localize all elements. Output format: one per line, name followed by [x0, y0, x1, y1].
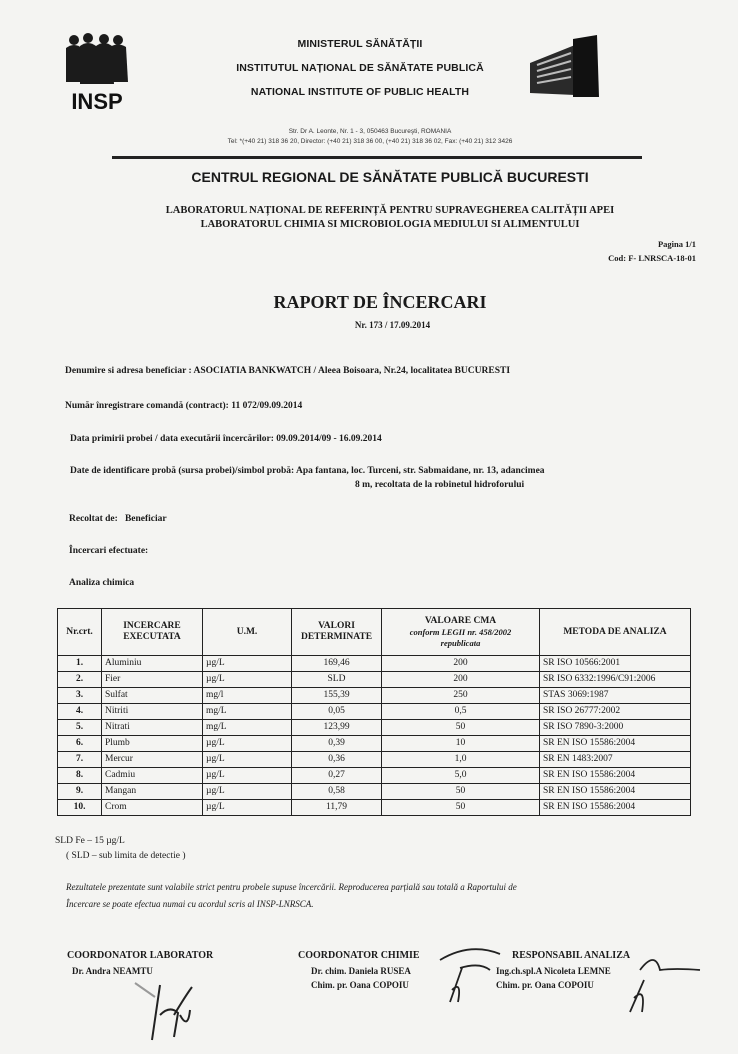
dates-value: 09.09.2014/09 - 16.09.2014	[276, 434, 382, 444]
beneficiary-label: Denumire si adresa beneficiar :	[65, 366, 192, 376]
beneficiary-value: ASOCIATIA BANKWATCH / Aleea Boisoara, Nr.24, localitatea BUCURESTI	[193, 366, 511, 376]
chem-coordinator-title: COORDONATOR CHIMIE	[298, 950, 420, 961]
lab-name-1: LABORATORUL NAȚIONAL DE REFERINȚĂ PENTRU SUPRAVEGHEREA CALITĂȚII APEI	[165, 205, 615, 216]
cell-nr: 10.	[58, 800, 102, 816]
table-row	[58, 720, 691, 736]
cell-value: 0,27	[292, 768, 382, 784]
col-header-um: U.M.	[203, 609, 292, 656]
sample-field	[70, 466, 545, 476]
chem-coordinator-name-2: Chim. pr. Oana COPOIU	[311, 980, 409, 990]
col-header-nr: Nr.crt.	[58, 609, 102, 656]
ministry-name: MINISTERUL SĂNĂTĂȚII	[297, 38, 423, 50]
sld-definition: ( SLD – sub limita de detectie )	[66, 851, 186, 861]
cell-cma: 5,0	[382, 768, 540, 784]
cell-method: SR EN ISO 15586:2004	[540, 800, 691, 816]
col-header-values: VALORI DETERMINATE	[292, 609, 382, 656]
disclaimer-line2: Încercare se poate efectua numai cu acordul scris al INSP-LNRSCA.	[66, 899, 314, 909]
cell-value: SLD	[292, 672, 382, 688]
cell-cma: 200	[382, 656, 540, 672]
page-number: Pagina 1/1	[657, 239, 696, 249]
cell-value: 123,99	[292, 720, 382, 736]
cell-method: SR ISO 10566:2001	[540, 656, 691, 672]
cell-nr: 1.	[58, 656, 102, 672]
cell-value: 169,46	[292, 656, 382, 672]
cell-test: Crom	[102, 800, 203, 816]
col-header-cma	[382, 609, 540, 656]
lab-coordinator-title: COORDONATOR LABORATOR	[67, 950, 214, 961]
cell-method: SR EN ISO 15586:2004	[540, 768, 691, 784]
cma-line2: conform LEGII nr. 458/2002	[409, 626, 512, 637]
address: Str. Dr A. Leonte, Nr. 1 - 3, 050463 Bucureşti, ROMANIA	[288, 128, 452, 135]
cell-um: µg/L	[203, 768, 292, 784]
table-row	[58, 656, 691, 672]
cell-test: Fier	[102, 672, 203, 688]
analysis-responsible-name-2: Chim. pr. Oana COPOIU	[496, 980, 594, 990]
svg-text:INSP: INSP	[71, 89, 123, 112]
chem-coordinator-name-1: Dr. chim. Daniela RUSEA	[311, 966, 411, 976]
table-row	[58, 768, 691, 784]
cell-um: µg/L	[203, 800, 292, 816]
cell-cma: 200	[382, 672, 540, 688]
results-table	[57, 608, 691, 816]
table-row	[58, 688, 691, 704]
collected-value: Beneficiar	[124, 514, 167, 524]
cell-value: 0,36	[292, 752, 382, 768]
cell-um: µg/L	[203, 656, 292, 672]
cell-nr: 6.	[58, 736, 102, 752]
table-row	[58, 704, 691, 720]
analysis-responsible-title: RESPONSABIL ANALIZA	[512, 950, 631, 961]
cell-um: µg/L	[203, 672, 292, 688]
collected-label: Recoltat de:	[69, 514, 118, 524]
cell-nr: 5.	[58, 720, 102, 736]
col-header-test: INCERCARE EXECUTATA	[102, 609, 203, 656]
cell-nr: 7.	[58, 752, 102, 768]
cell-value: 155,39	[292, 688, 382, 704]
lab-coordinator-name: Dr. Andra NEAMTU	[72, 966, 153, 976]
cell-um: mg/L	[203, 720, 292, 736]
report-number: Nr. 173 / 17.09.2014	[354, 320, 431, 330]
cell-method: SR EN ISO 15586:2004	[540, 784, 691, 800]
sample-value-line1: Apa fantana, loc. Turceni, str. Sabmaidane, nr. 13, adancimea	[296, 466, 545, 476]
header-divider	[112, 156, 642, 159]
cell-value: 0,05	[292, 704, 382, 720]
analysis-label: Analiza chimica	[69, 578, 135, 588]
insp-logo	[62, 30, 132, 112]
dates-label: Data primirii probei / data executării încercărilor:	[70, 434, 274, 444]
signature-chem-coordinator-icon	[420, 940, 510, 1010]
cell-um: mg/L	[203, 704, 292, 720]
cell-method: SR ISO 26777:2002	[540, 704, 691, 720]
cell-test: Plumb	[102, 736, 203, 752]
cell-nr: 4.	[58, 704, 102, 720]
cell-cma: 1,0	[382, 752, 540, 768]
cell-method: STAS 3069:1987	[540, 688, 691, 704]
cma-line3: republicata	[440, 637, 481, 648]
cell-cma: 50	[382, 800, 540, 816]
cell-um: µg/L	[203, 752, 292, 768]
signature-lab-coordinator-icon	[130, 975, 210, 1045]
cell-nr: 9.	[58, 784, 102, 800]
cell-method: SR ISO 7890-3:2000	[540, 720, 691, 736]
cell-um: mg/l	[203, 688, 292, 704]
signature-analysis-responsible-icon	[620, 940, 710, 1020]
cell-method: SR EN 1483:2007	[540, 752, 691, 768]
order-value: 11 072/09.09.2014	[231, 401, 303, 411]
table-row	[58, 736, 691, 752]
cell-test: Mercur	[102, 752, 203, 768]
phone-numbers: Tel: *(+40 21) 318 36 20, Director: (+40 21) 318 36 00, (+40 21) 318 36 02, Fax: (+40 21) 312 3426	[227, 138, 513, 145]
cell-test: Nitriti	[102, 704, 203, 720]
dates-field	[70, 434, 382, 444]
cell-method: SR ISO 6332:1996/C91:2006	[540, 672, 691, 688]
cell-test: Sulfat	[102, 688, 203, 704]
cell-cma: 10	[382, 736, 540, 752]
sld-fe-note: SLD Fe – 15 µg/L	[55, 836, 125, 846]
cell-cma: 0,5	[382, 704, 540, 720]
cell-cma: 50	[382, 784, 540, 800]
cell-value: 11,79	[292, 800, 382, 816]
cma-line1: VALOARE CMA	[424, 615, 497, 626]
cell-test: Nitrati	[102, 720, 203, 736]
cell-nr: 8.	[58, 768, 102, 784]
cell-cma: 50	[382, 720, 540, 736]
disclaimer-line1: Rezultatele prezentate sunt valabile strict pentru probele supuse încercării. Reproducerea parțială sau totală a Raportului de	[66, 882, 517, 892]
cell-value: 0,58	[292, 784, 382, 800]
cell-um: µg/L	[203, 784, 292, 800]
cell-method: SR EN ISO 15586:2004	[540, 736, 691, 752]
tests-label: Încercari efectuate:	[69, 546, 149, 556]
beneficiary-field	[65, 366, 510, 376]
institute-name-en: NATIONAL INSTITUTE OF PUBLIC HEALTH	[250, 86, 470, 98]
col-header-method: METODA DE ANALIZA	[540, 609, 691, 656]
cell-test: Cadmiu	[102, 768, 203, 784]
cell-um: µg/L	[203, 736, 292, 752]
table-row	[58, 800, 691, 816]
lab-name-2: LABORATORUL CHIMIA SI MICROBIOLOGIA MEDIULUI SI ALIMENTULUI	[200, 219, 580, 230]
cell-cma: 250	[382, 688, 540, 704]
sample-label: Date de identificare probă (sursa probei)/simbol probă:	[70, 466, 295, 476]
table-header-row	[58, 609, 691, 656]
cell-nr: 3.	[58, 688, 102, 704]
collected-field	[69, 514, 167, 524]
institute-name-ro: INSTITUTUL NAȚIONAL DE SĂNĂTATE PUBLICĂ	[236, 62, 484, 74]
order-label: Număr înregistrare comandă (contract):	[65, 401, 229, 411]
cell-nr: 2.	[58, 672, 102, 688]
order-field	[65, 401, 302, 411]
analysis-responsible-name-1: Ing.ch.spl.A Nicoleta LEMNE	[496, 966, 611, 976]
report-title: RAPORT DE ÎNCERCARI	[273, 292, 487, 312]
table-row	[58, 784, 691, 800]
cell-test: Mangan	[102, 784, 203, 800]
regional-center-name: CENTRUL REGIONAL DE SĂNĂTATE PUBLICĂ BUCURESTI	[191, 169, 589, 185]
table-row	[58, 752, 691, 768]
cell-test: Aluminiu	[102, 656, 203, 672]
sample-value-line2: 8 m, recoltata de la robinetul hidroforului	[355, 480, 525, 490]
cell-value: 0,39	[292, 736, 382, 752]
form-code: Cod: F- LNRSCA-18-01	[608, 253, 696, 263]
table-row	[58, 672, 691, 688]
